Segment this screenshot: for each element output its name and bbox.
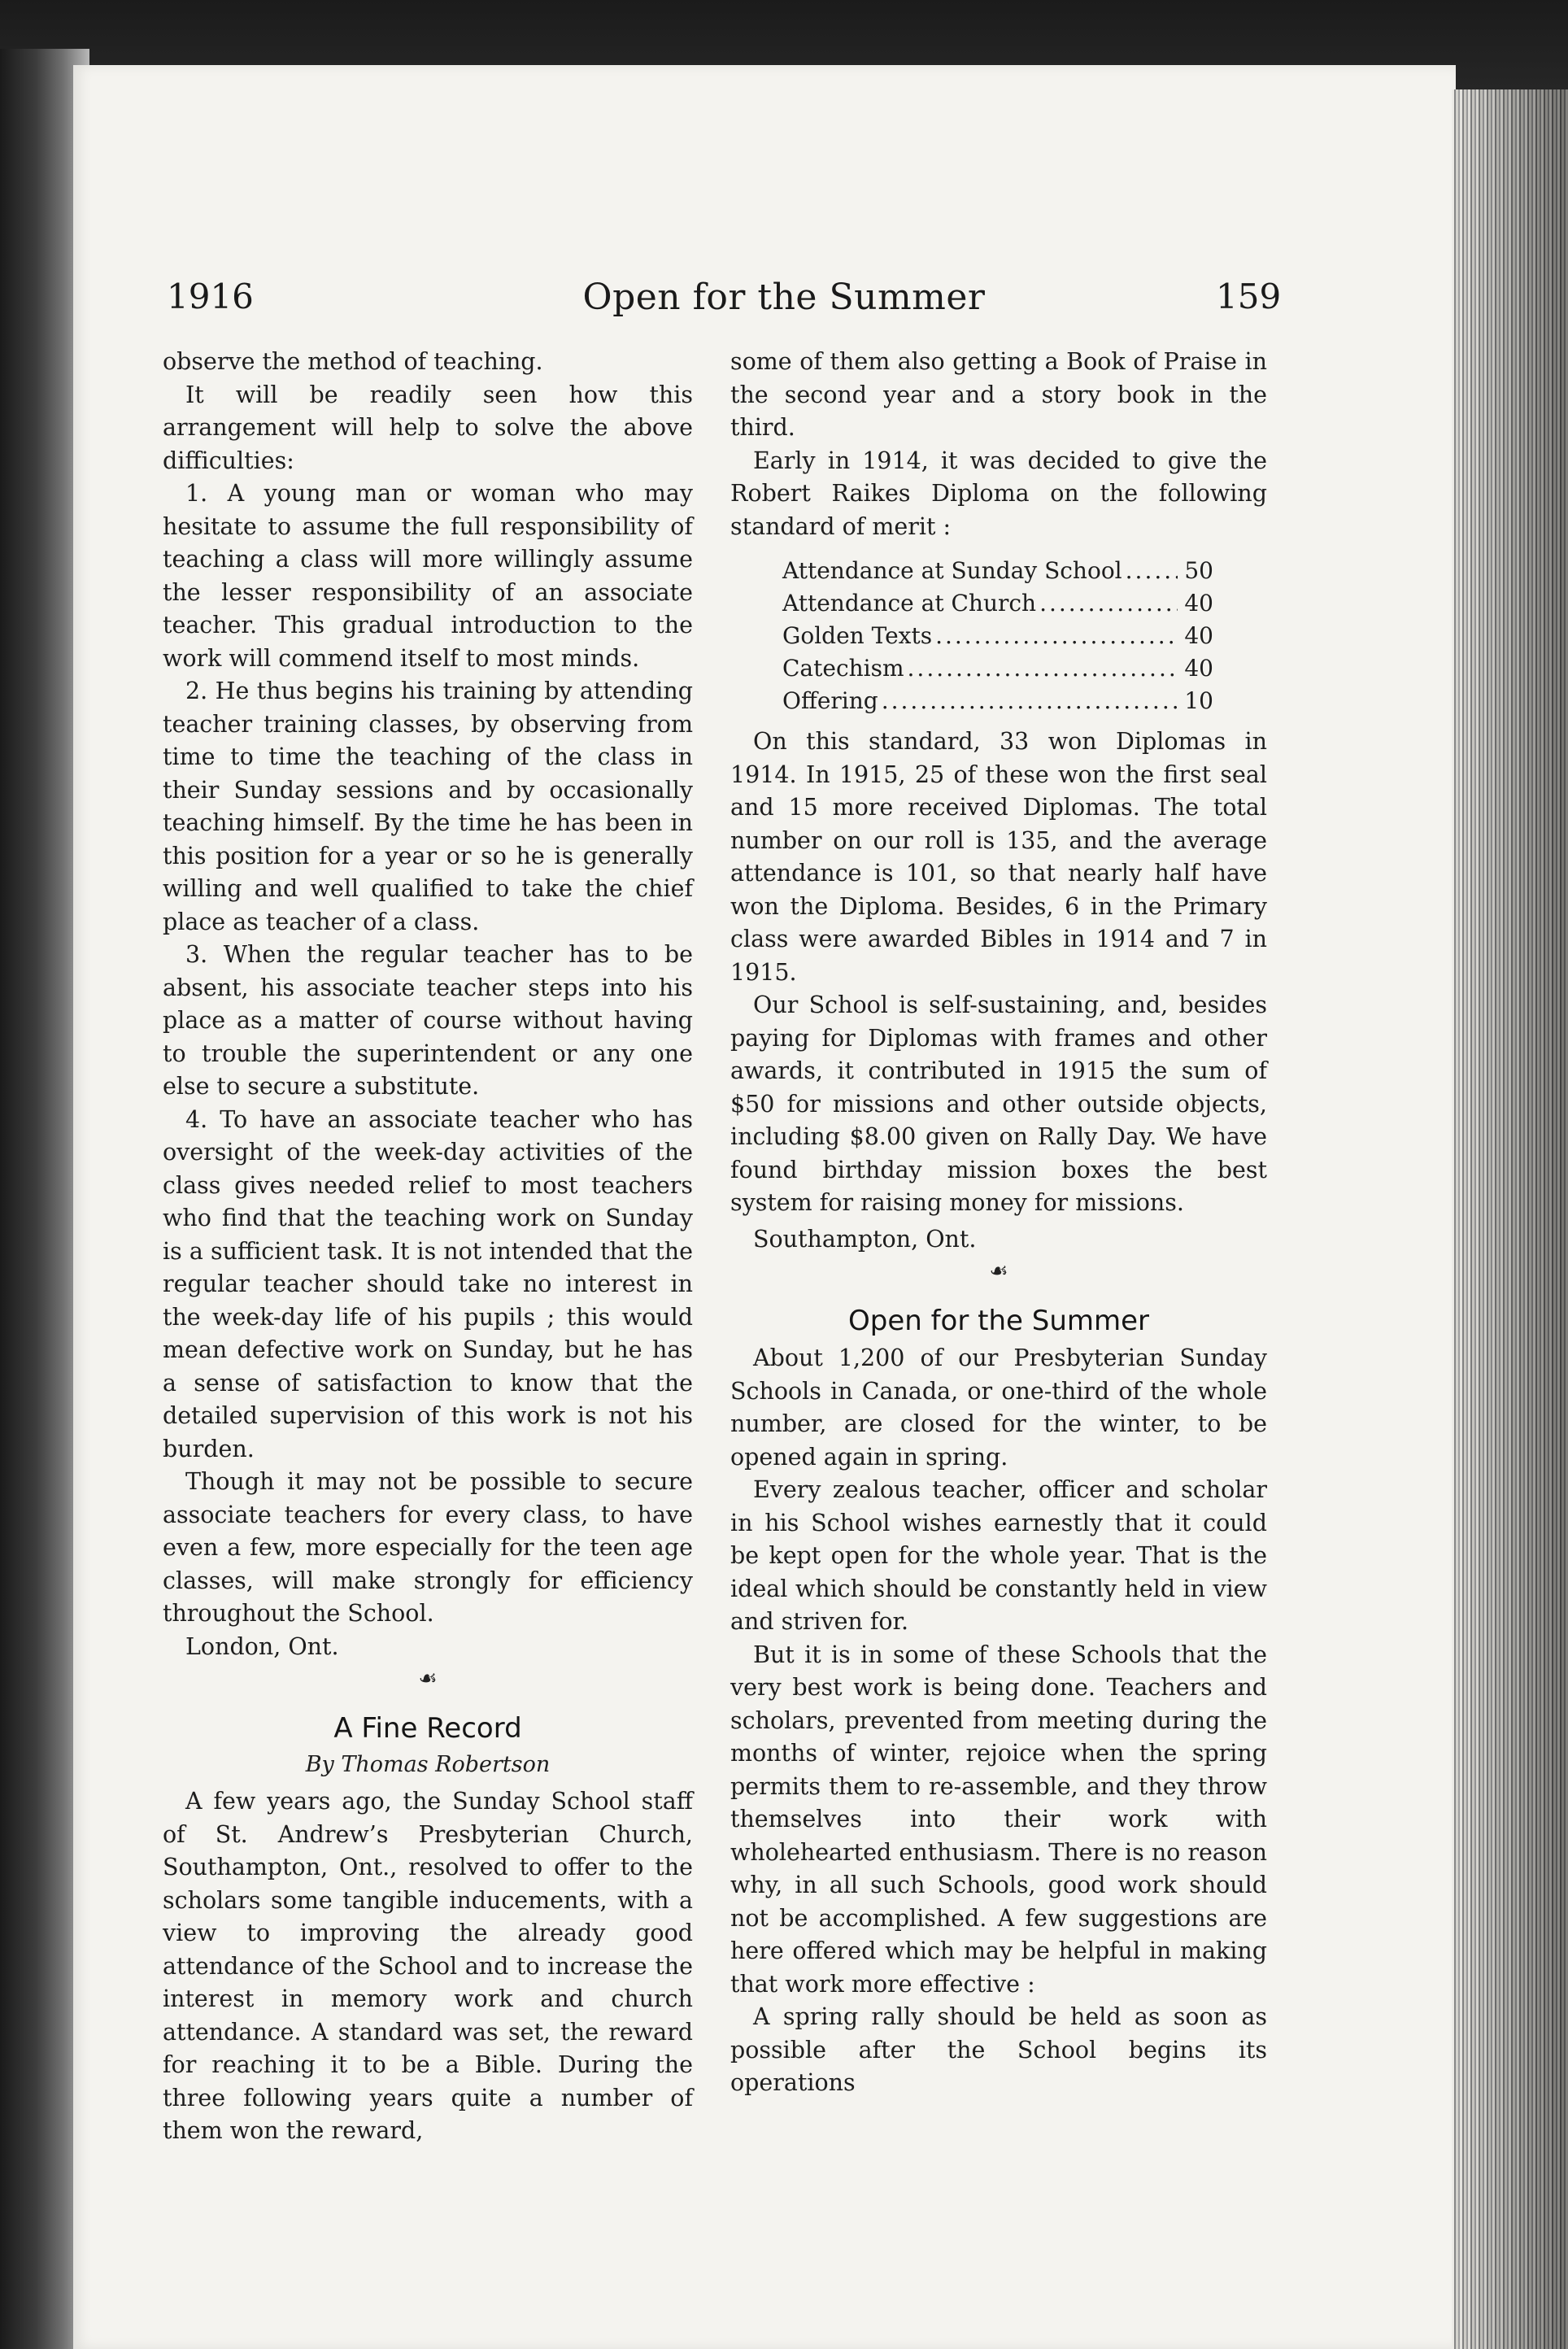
merit-label: Attendance at Church (782, 590, 1037, 617)
paragraph: Our School is self-sustaining, and, besides paying for Diplomas with frames and other awards, it contributed in 1915 the sum of $50 for missions and other outside objects, including $8.00 given on Rally Day. We have found birthday mission boxes the best system for raising money for missions. (730, 991, 1267, 1216)
paragraph: A spring rally should be held as soon as possible after the School begins its operations (730, 2003, 1267, 2096)
section-title: A Fine Record (333, 1712, 522, 1745)
merit-row (782, 587, 1213, 620)
dot-leader (1036, 587, 1178, 620)
dot-leader (878, 685, 1178, 717)
merit-value: 40 (1184, 655, 1213, 682)
paragraph: 4. To have an associate teacher who has oversight of the week-day activities of the class gives needed relief to most teachers who find that the teaching work on Sunday is a sufficient task. It is not intended that the regular teacher should take no interest in the week-day life of his pupils ; this would mean defective work on Sunday, but he has a sense of satisfaction to know that the detailed supervision of this work is not his burden. (163, 1105, 693, 1462)
merit-row (782, 652, 1213, 685)
dot-leader (1122, 555, 1178, 587)
merit-label: Catechism (782, 655, 904, 682)
paragraph: A few years ago, the Sunday School staff of St. Andrew’s Presbyterian Church, Southampton, Ont., resolved to offer to the scholars some tangible inducements, with a view to improving the already good attendance of the School and to increase the interest in memory work and church attendance. A standard was set, the reward for reaching it to be a Bible. During the three following years quite a number of them won the reward, (163, 1788, 693, 2144)
paragraph: 2. He thus begins his training by attending teacher training classes, by observing from time to time the teaching of the class in their Sunday sessions and by occasionally teaching himself. By the time he has been in this position for a year or so he is generally willing and well qualified to take the chief place as teacher of a class. (163, 678, 693, 935)
place-signature: Southampton, Ont. (753, 1225, 977, 1253)
paragraph: On this standard, 33 won Diplomas in 1914. In 1915, 25 of these won the first seal and 15 more received Diplomas. The total number on our roll is 135, and the average attendance is 101, so that nearly half have won the Diploma. Besides, 6 in the Primary class were awarded Bibles in 1914 and 7 in 1915. (730, 728, 1267, 986)
dot-leader (904, 652, 1178, 685)
paragraph: observe the method of teaching. (163, 348, 543, 375)
paragraph: Though it may not be possible to secure associate teachers for every class, to have even a few, more especially for the teen age classes, will make strongly for efficiency throughout the School. (163, 1468, 693, 1627)
paragraph: It will be readily seen how this arrangement will help to solve the above difficulties: (163, 381, 693, 474)
merit-table (782, 555, 1213, 717)
merit-value: 40 (1184, 622, 1213, 649)
paragraph: 1. A young man or woman who may hesitate to assume the full responsibility of teaching a class will more willingly assume the lesser responsibility of an associate teacher. This gradual introduction to the work will commend itself to most minds. (163, 480, 693, 672)
page-edges-shade (1452, 89, 1568, 2349)
merit-label: Offering (782, 687, 878, 714)
merit-row (782, 555, 1213, 587)
paragraph: Every zealous teacher, officer and scholar in his School wishes earnestly that it could be kept open for the whole year. That is the ideal which should be constantly held in view and striven for. (730, 1476, 1267, 1635)
merit-row (782, 620, 1213, 652)
paragraph: But it is in some of these Schools that the very best work is being done. Teachers and scholars, prevented from meeting during the months of winter, rejoice when the spring permits them to re-assemble, and they throw themselves into their work with wholehearted enthusiasm. There is no reason why, in all such Schools, good work should not be accomplished. A few suggestions are here offered which may be helpful in making that work more effective : (730, 1641, 1268, 1998)
page-number: 159 (1216, 277, 1282, 316)
place-signature: London, Ont. (185, 1632, 339, 1660)
section-title: Open for the Summer (847, 1305, 1150, 1337)
merit-value: 10 (1184, 687, 1213, 714)
merit-value: 50 (1184, 557, 1213, 584)
fleuron-ornament-icon: ☙ (989, 1259, 1008, 1283)
merit-row (782, 685, 1213, 717)
byline: By Thomas Robertson (305, 1752, 551, 1777)
paragraph: Early in 1914, it was decided to give the Robert Raikes Diploma on the following standard of merit : (730, 447, 1267, 540)
merit-label: Golden Texts (782, 622, 933, 649)
paragraph: About 1,200 of our Presbyterian Sunday Schools in Canada, or one-third of the whole number, are closed for the winter, to be opened again in spring. (730, 1344, 1267, 1471)
merit-value: 40 (1184, 590, 1213, 617)
left-column (163, 346, 693, 2148)
fleuron-ornament-icon: ☙ (418, 1667, 438, 1691)
dot-leader (932, 620, 1178, 652)
running-head-title: Open for the Summer (582, 277, 986, 318)
paragraph: 3. When the regular teacher has to be absent, his associate teacher steps into his place as a matter of course without having to trouble the superintendent or any one else to secure a substitute. (163, 941, 693, 1100)
right-column (730, 346, 1267, 2100)
running-head-year: 1916 (167, 277, 254, 316)
merit-label: Attendance at Sunday School (782, 557, 1122, 584)
paragraph: some of them also getting a Book of Praise in the second year and a story book in the third. (730, 348, 1267, 441)
